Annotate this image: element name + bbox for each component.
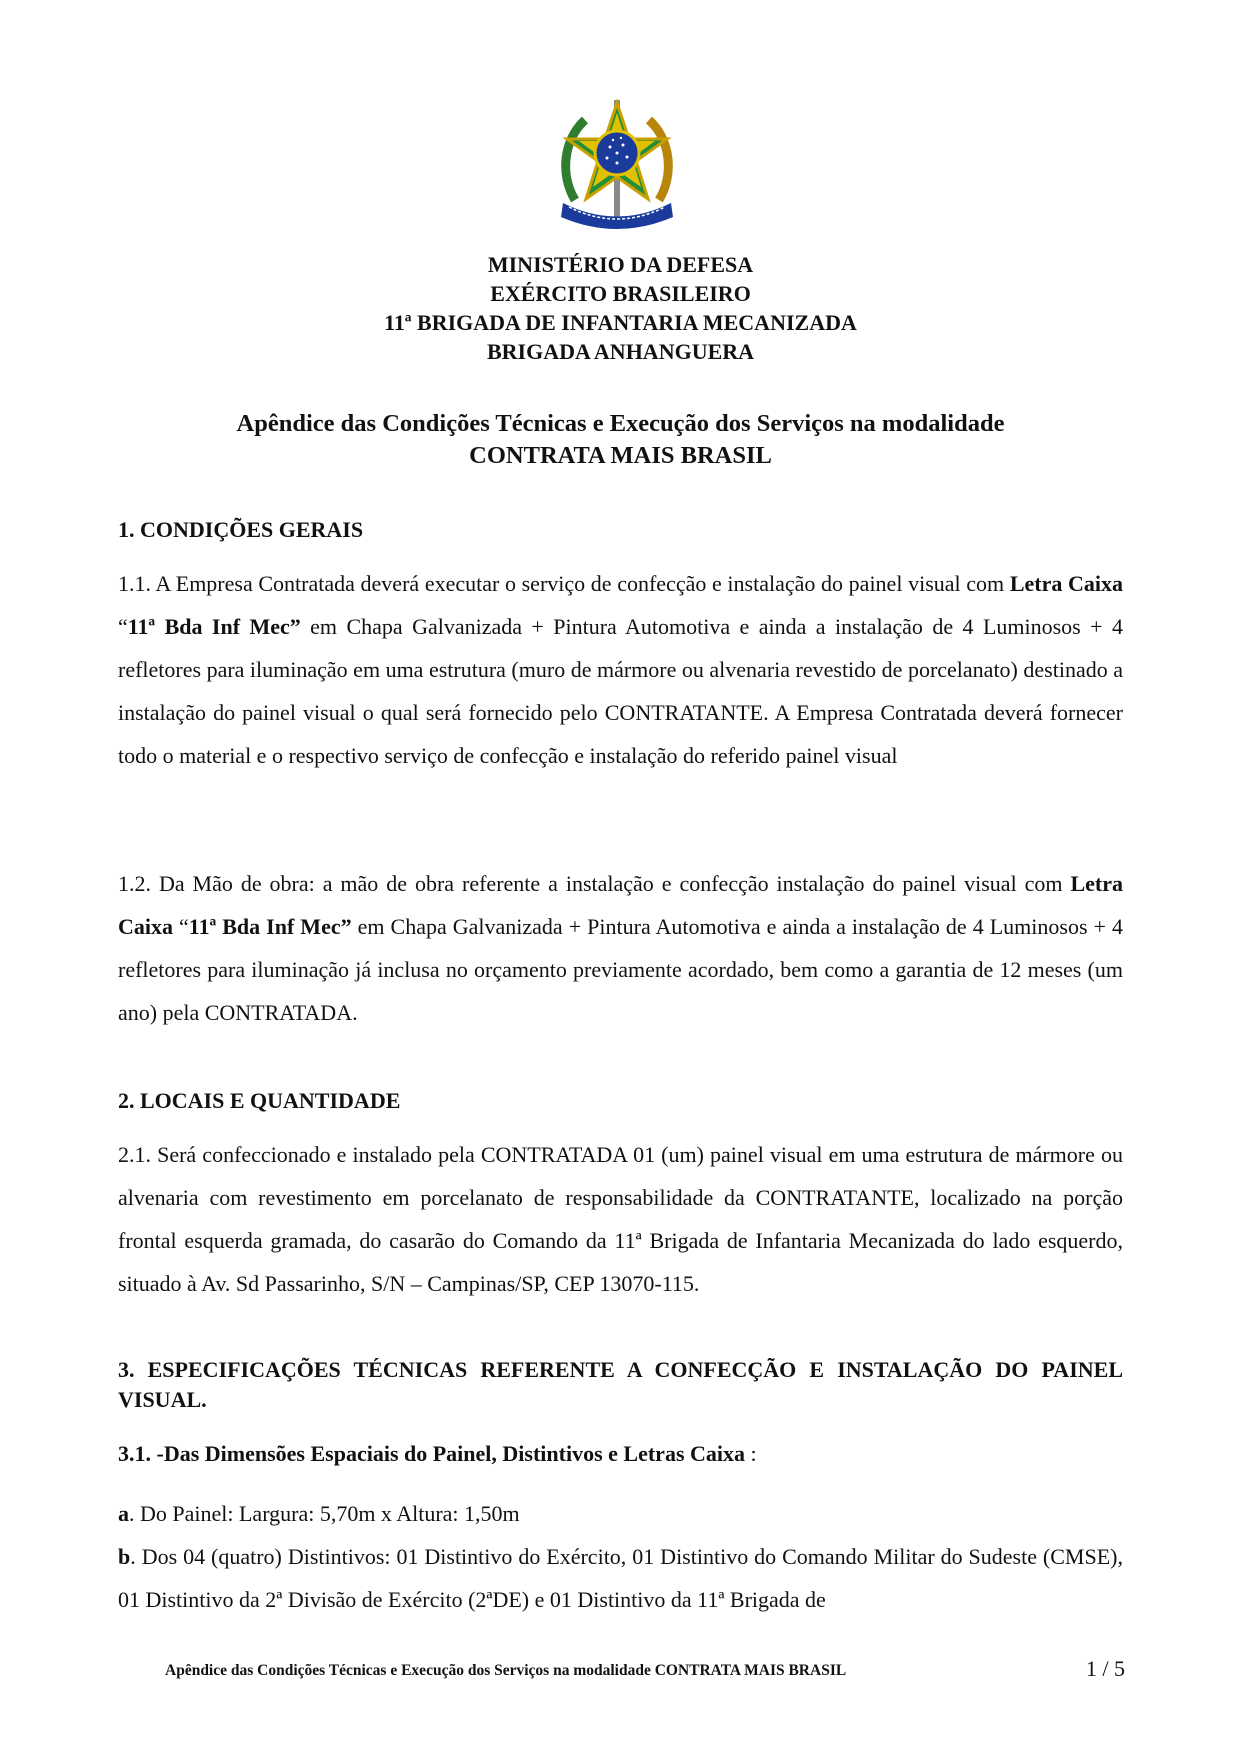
p11-bold-letra-caixa: Letra Caixa — [1009, 571, 1123, 596]
item-b-text: . Dos 04 (quatro) Distintivos: 01 Distintivo do Exército, 01 Distintivo do Comando Militar do Sudeste (CMSE), 01 Distintivo da 2ª Divisão de Exército (2ªDE) e 01 Distintivo da 11ª Brigada de — [118, 1544, 1123, 1612]
item-b-label: b — [118, 1544, 131, 1569]
document-title — [0, 408, 1241, 472]
p11-bold-brigade: 11ª Bda Inf Mec — [127, 614, 290, 639]
item-b — [118, 1535, 1123, 1621]
item-a-label: a — [118, 1501, 129, 1526]
p11-quote-close: ” — [289, 614, 301, 639]
p21-text: 2.1. Será confeccionado e instalado pela CONTRATADA 01 (um) painel visual em uma estrutura de mármore ou alvenaria com revestimento em porcelanato de responsabilidade da CONTRATANTE, localizado na porção frontal esquerda gramada, do casarão do Comando da 11ª Brigada de Infantaria Mecanizada do lado esquerdo, situado à Av. Sd Passarinho, S/N – Campinas/SP, CEP 13070-115. — [118, 1142, 1123, 1296]
footer-text: Apêndice das Condições Técnicas e Execução dos Serviços na modalidade CONTRATA MAIS BRASIL — [165, 1662, 847, 1679]
title-line-1: Apêndice das Condições Técnicas e Execução dos Serviços na modalidade — [236, 410, 1005, 437]
title-line-2: CONTRATA MAIS BRASIL — [469, 442, 772, 469]
subsection-3-1 — [118, 1432, 1123, 1475]
section-2-heading: 2. LOCAIS E QUANTIDADE — [118, 1088, 401, 1113]
p12-quote-close: ” — [340, 914, 352, 939]
sub31-heading: 3.1. -Das Dimensões Espaciais do Painel, Distintivos e Letras Caixa — [118, 1441, 745, 1466]
item-a — [118, 1492, 1123, 1535]
p11-quote-open: “ — [118, 614, 128, 639]
paragraph-1-2 — [118, 862, 1123, 1034]
header-line-army: EXÉRCITO BRASILEIRO — [490, 281, 751, 306]
header-line-brigade: 11ª BRIGADA DE INFANTARIA MECANIZADA — [384, 310, 857, 335]
p12-text-c: em Chapa Galvanizada + Pintura Automotiva e ainda a instalação de 4 Luminosos + 4 refletores para iluminação já inclusa no orçamento previamente acordado, bem como a garantia de 12 meses (um ano) pela CONTRATADA. — [118, 914, 1123, 1025]
sub31-tail: : — [745, 1441, 757, 1466]
page-number: 1 / 5 — [1085, 1656, 1125, 1681]
p11-text-c: em Chapa Galvanizada + Pintura Automotiva e ainda a instalação de 4 Luminosos + 4 refletores para iluminação em uma estrutura (muro de mármore ou alvenaria revestido de porcelanato) destinado a instalação do painel visual o qual será fornecido pelo CONTRATANTE. A Empresa Contratada deverá fornecer todo o material e o respectivo serviço de confecção e instalação do referido painel visual — [118, 614, 1123, 768]
p12-text-a: 1.2. Da Mão de obra: a mão de obra referente a instalação e confecção instalação do painel visual com — [118, 871, 1071, 896]
page-footer — [165, 1656, 1125, 1681]
paragraph-1-1 — [118, 562, 1123, 777]
paragraph-2-1 — [118, 1133, 1123, 1305]
header-line-anhanguera: BRIGADA ANHANGUERA — [486, 339, 755, 364]
brazil-coat-of-arms-icon — [555, 95, 679, 235]
p12-bold-brigade: 11ª Bda Inf Mec — [188, 914, 341, 939]
p12-bold-letra-caixa: Letra Caixa — [118, 871, 1123, 939]
item-a-text: . Do Painel: Largura: 5,70m x Altura: 1,50m — [129, 1501, 520, 1526]
header-line-ministry: MINISTÉRIO DA DEFESA — [487, 252, 754, 277]
p11-text-a: 1.1. A Empresa Contratada deverá executar o serviço de confecção e instalação do painel visual com — [118, 571, 1010, 596]
section-1-heading: 1. CONDIÇÕES GERAIS — [118, 517, 364, 542]
p12-quote-open: “ — [173, 914, 189, 939]
institution-header — [0, 250, 1241, 366]
section-3-heading: 3. ESPECIFICAÇÕES TÉCNICAS REFERENTE A CONFECÇÃO E INSTALAÇÃO DO PAINEL VISUAL. — [118, 1357, 1123, 1412]
